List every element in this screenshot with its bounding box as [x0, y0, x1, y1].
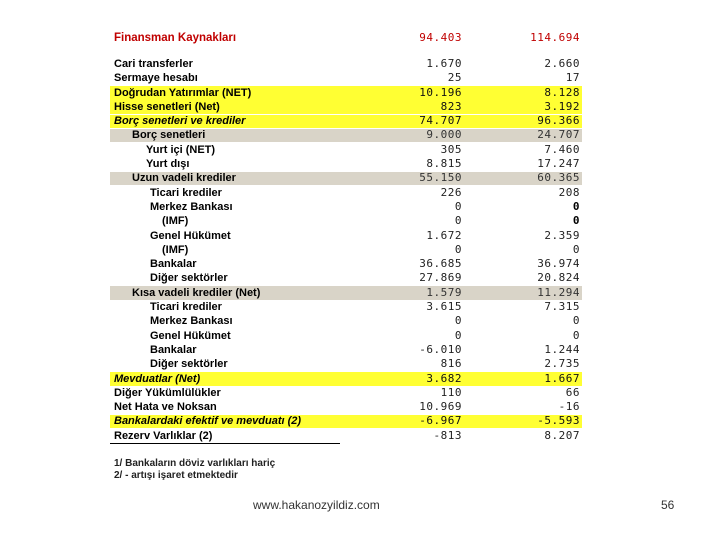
footnotes [114, 458, 275, 482]
table-row [110, 286, 582, 300]
table-row [110, 100, 582, 114]
row-value-col1: 3.682 [426, 371, 462, 385]
table-row [110, 57, 582, 71]
row-value-col1: -6.010 [419, 342, 462, 356]
row-value-col2: 0 [572, 328, 580, 342]
row-value-col2: 1.244 [544, 342, 580, 356]
row-label: Sermaye hesabı [114, 72, 198, 85]
row-value-col2: 2.359 [544, 228, 580, 242]
row-value-col2: -5.593 [537, 414, 580, 428]
row-value-col1: 74.707 [419, 114, 462, 128]
row-value-col1: 1.579 [426, 285, 462, 299]
row-value-col2: 8.207 [544, 428, 580, 442]
row-value-col2: 1.667 [544, 371, 580, 385]
row-value-col2: -16 [558, 400, 580, 414]
row-value-col1: 1.672 [426, 228, 462, 242]
row-value-col1: 816 [440, 357, 462, 371]
row-label: Yurt içi (NET) [146, 143, 216, 156]
row-label: (IMF) [162, 215, 189, 228]
row-label: Doğrudan Yatırımlar (NET) [114, 86, 252, 99]
table-row [110, 414, 582, 428]
table-row [110, 329, 582, 343]
row-value-col2: 7.315 [544, 300, 580, 314]
row-value-col1: 0 [454, 314, 462, 328]
row-label: Ticari krediler [150, 301, 222, 314]
row-label: Bankalar [150, 258, 197, 271]
financing-sources-table [110, 29, 582, 443]
footnote-1: 1/ Bankaların döviz varlıkları hariç [114, 458, 276, 469]
row-value-col1: 9.000 [426, 128, 462, 142]
table-row [110, 372, 582, 386]
table-row [110, 157, 582, 171]
row-label: Bankalar [150, 343, 197, 356]
table-row [110, 128, 582, 142]
row-value-col2: 0 [572, 199, 580, 213]
row-value-col2: 208 [558, 185, 580, 199]
footnote-2: 2/ - artışı işaret etmektedir [114, 470, 238, 481]
row-label: Yurt dışı [146, 158, 190, 171]
row-value-col2: 11.294 [537, 285, 580, 299]
row-value-col1: 10.969 [419, 400, 462, 414]
row-value-col1: 8.815 [426, 157, 462, 171]
table-row [110, 314, 582, 328]
table-row [110, 143, 582, 157]
row-value-col1: 823 [440, 99, 462, 113]
row-value-col2: 7.460 [544, 142, 580, 156]
table-header-row [110, 29, 582, 49]
row-value-col2: 2.660 [544, 57, 580, 70]
row-label: Ticari krediler [150, 186, 222, 199]
row-label: Hisse senetleri (Net) [114, 100, 220, 113]
table-row [110, 243, 582, 257]
table-row [110, 171, 582, 185]
table-row [110, 257, 582, 271]
table-row [110, 300, 582, 314]
row-value-col2: 17 [565, 71, 580, 85]
row-label: Merkez Bankası [150, 315, 233, 328]
row-value-col1: 0 [454, 328, 462, 342]
row-value-col1: 27.869 [419, 271, 462, 285]
row-label: Net Hata ve Noksan [114, 401, 217, 414]
row-value-col2: 0 [572, 314, 580, 328]
row-label: Diğer sektörler [150, 358, 228, 371]
row-value-col1: 305 [440, 142, 462, 156]
row-value-col1: 110 [440, 385, 462, 399]
table-row [110, 400, 582, 414]
row-value-col1: 0 [454, 214, 462, 228]
row-value-col1: 55.150 [419, 171, 462, 185]
table-row [110, 343, 582, 357]
row-label: Bankalardaki efektif ve mevduatı (2) [114, 415, 302, 428]
row-label: Rezerv Varlıklar (2) [114, 429, 213, 442]
row-value-col2: 0 [572, 214, 580, 228]
table-row [110, 186, 582, 200]
row-value-col1: 25 [447, 71, 462, 85]
row-label: (IMF) [162, 243, 189, 256]
title-value-col2: 114.694 [530, 31, 580, 44]
table-row [110, 386, 582, 400]
row-value-col2: 3.192 [544, 99, 580, 113]
row-label: Genel Hükümet [150, 229, 231, 242]
row-value-col2: 2.735 [544, 357, 580, 371]
row-label: Merkez Bankası [150, 200, 233, 213]
row-value-col1: 0 [454, 199, 462, 213]
table-row [110, 357, 582, 371]
row-value-col2: 20.824 [537, 271, 580, 285]
header-spacer [110, 49, 582, 57]
row-value-col2: 8.128 [544, 85, 580, 99]
row-value-col1: 0 [454, 242, 462, 256]
row-value-col2: 66 [565, 385, 580, 399]
table-row [110, 271, 582, 285]
row-label: Kısa vadeli krediler (Net) [132, 286, 261, 299]
row-label: Diğer sektörler [150, 272, 228, 285]
row-value-col1: -813 [433, 428, 462, 442]
row-value-col1: -6.967 [419, 414, 462, 428]
row-value-col2: 60.365 [537, 171, 580, 185]
table-bottom-rule [110, 443, 340, 444]
row-label: Cari transferler [114, 58, 193, 70]
title-value-col1: 94.403 [419, 31, 462, 44]
row-label: Borç senetleri [132, 129, 206, 142]
table-row [110, 229, 582, 243]
table-title: Finansman Kaynakları [114, 32, 237, 44]
table-row [110, 200, 582, 214]
row-value-col1: 3.615 [426, 300, 462, 314]
row-value-col1: 36.685 [419, 257, 462, 271]
row-value-col2: 36.974 [537, 257, 580, 271]
table-row [110, 71, 582, 85]
row-label: Uzun vadeli krediler [132, 172, 236, 185]
table-row [110, 214, 582, 228]
table-row [110, 114, 582, 128]
page-number: 56 [661, 498, 675, 512]
row-value-col2: 0 [572, 242, 580, 256]
row-value-col2: 17.247 [537, 157, 580, 171]
footer-website: www.hakanozyildiz.com [253, 498, 380, 512]
table-body [110, 57, 582, 443]
row-label: Mevduatlar (Net) [114, 372, 201, 385]
row-value-col2: 96.366 [537, 114, 580, 128]
row-value-col1: 226 [440, 185, 462, 199]
row-label: Diğer Yükümlülükler [114, 386, 221, 399]
table-row [110, 429, 582, 443]
row-label: Borç senetleri ve krediler [114, 115, 246, 128]
row-value-col2: 24.707 [537, 128, 580, 142]
row-value-col1: 1.670 [426, 57, 462, 70]
row-value-col1: 10.196 [419, 85, 462, 99]
row-label: Genel Hükümet [150, 329, 231, 342]
table-row [110, 86, 582, 100]
